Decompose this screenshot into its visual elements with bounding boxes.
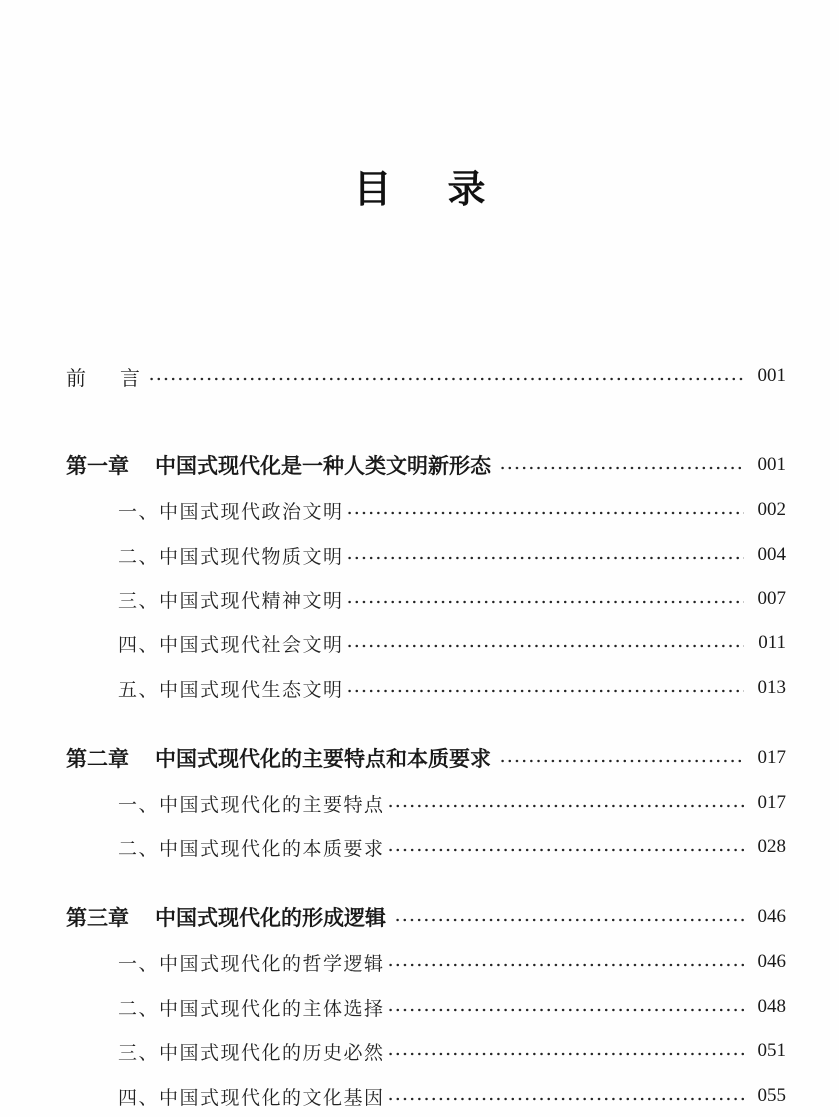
chapter-title: 中国式现代化的形成逻辑 xyxy=(155,906,386,930)
dot-leader xyxy=(387,963,744,967)
title-char-2: 录 xyxy=(447,166,486,211)
toc-entry-section[interactable] xyxy=(118,1036,786,1066)
dot-leader xyxy=(387,804,744,808)
page-number: 001 xyxy=(757,454,786,475)
toc-entry-section[interactable] xyxy=(118,992,786,1022)
section-title: 五、中国式现代生态文明 xyxy=(118,678,344,701)
chapter-title: 中国式现代化的主要特点和本质要求 xyxy=(155,747,491,771)
toc-entry-section[interactable] xyxy=(118,540,786,570)
page-number: 028 xyxy=(757,836,786,857)
page-number: 017 xyxy=(757,747,786,768)
toc-entry-chapter-3[interactable] xyxy=(66,902,786,932)
toc-entry-section[interactable] xyxy=(118,495,786,525)
page-number: 004 xyxy=(757,544,786,565)
page-title xyxy=(0,158,839,213)
toc-entry-preface[interactable] xyxy=(66,361,786,391)
chapter-number: 第三章 xyxy=(66,906,129,930)
page-number: 046 xyxy=(757,951,786,972)
chapter-number: 第一章 xyxy=(66,454,129,478)
dot-leader xyxy=(346,600,744,604)
dot-leader xyxy=(387,1052,744,1056)
section-title: 一、中国式现代政治文明 xyxy=(118,500,344,523)
dot-leader xyxy=(346,556,744,560)
toc-entry-section[interactable] xyxy=(118,584,786,614)
section-title: 一、中国式现代化的主要特点 xyxy=(118,793,385,816)
page-number: 051 xyxy=(757,1040,786,1061)
chapter-heading xyxy=(66,902,386,932)
toc-entry-section[interactable] xyxy=(118,628,786,658)
section-title: 四、中国式现代社会文明 xyxy=(118,633,344,656)
page-number: 017 xyxy=(757,792,786,813)
toc-entry-section[interactable] xyxy=(118,832,786,862)
toc-entry-section[interactable] xyxy=(118,673,786,703)
dot-leader xyxy=(387,848,744,852)
dot-leader xyxy=(499,759,744,763)
section-title: 三、中国式现代化的历史必然 xyxy=(118,1041,385,1064)
dot-leader xyxy=(387,1008,744,1012)
section-title: 二、中国式现代化的主体选择 xyxy=(118,997,385,1020)
page-number: 002 xyxy=(757,499,786,520)
section-title: 二、中国式现代物质文明 xyxy=(118,545,344,568)
section-title: 一、中国式现代化的哲学逻辑 xyxy=(118,952,385,975)
chapter-heading xyxy=(66,743,491,773)
dot-leader xyxy=(394,918,744,922)
title-char-1: 目 xyxy=(353,166,392,211)
chapter-heading xyxy=(66,450,491,480)
toc-entry-chapter-1[interactable] xyxy=(66,450,786,480)
chapter-number: 第二章 xyxy=(66,747,129,771)
dot-leader xyxy=(346,689,744,693)
toc-entry-section[interactable] xyxy=(118,947,786,977)
page-number: 001 xyxy=(757,365,786,386)
page-number: 055 xyxy=(757,1085,786,1106)
page-number: 013 xyxy=(757,677,786,698)
dot-leader xyxy=(346,644,744,648)
section-title: 四、中国式现代化的文化基因 xyxy=(118,1086,385,1109)
toc-entry-chapter-2[interactable] xyxy=(66,743,786,773)
section-title: 二、中国式现代化的本质要求 xyxy=(118,837,385,860)
dot-leader xyxy=(499,466,744,470)
dot-leader xyxy=(148,377,744,381)
page-number: 011 xyxy=(758,632,786,653)
chapter-title: 中国式现代化是一种人类文明新形态 xyxy=(155,454,491,478)
section-title: 三、中国式现代精神文明 xyxy=(118,589,344,612)
dot-leader xyxy=(346,511,744,515)
page-number: 007 xyxy=(757,588,786,609)
dot-leader xyxy=(387,1097,744,1101)
toc-entry-section[interactable] xyxy=(118,788,786,818)
page-number: 046 xyxy=(757,906,786,927)
entry-label: 前 言 xyxy=(66,365,140,390)
page-number: 048 xyxy=(757,996,786,1017)
toc-entry-section[interactable] xyxy=(118,1081,786,1111)
